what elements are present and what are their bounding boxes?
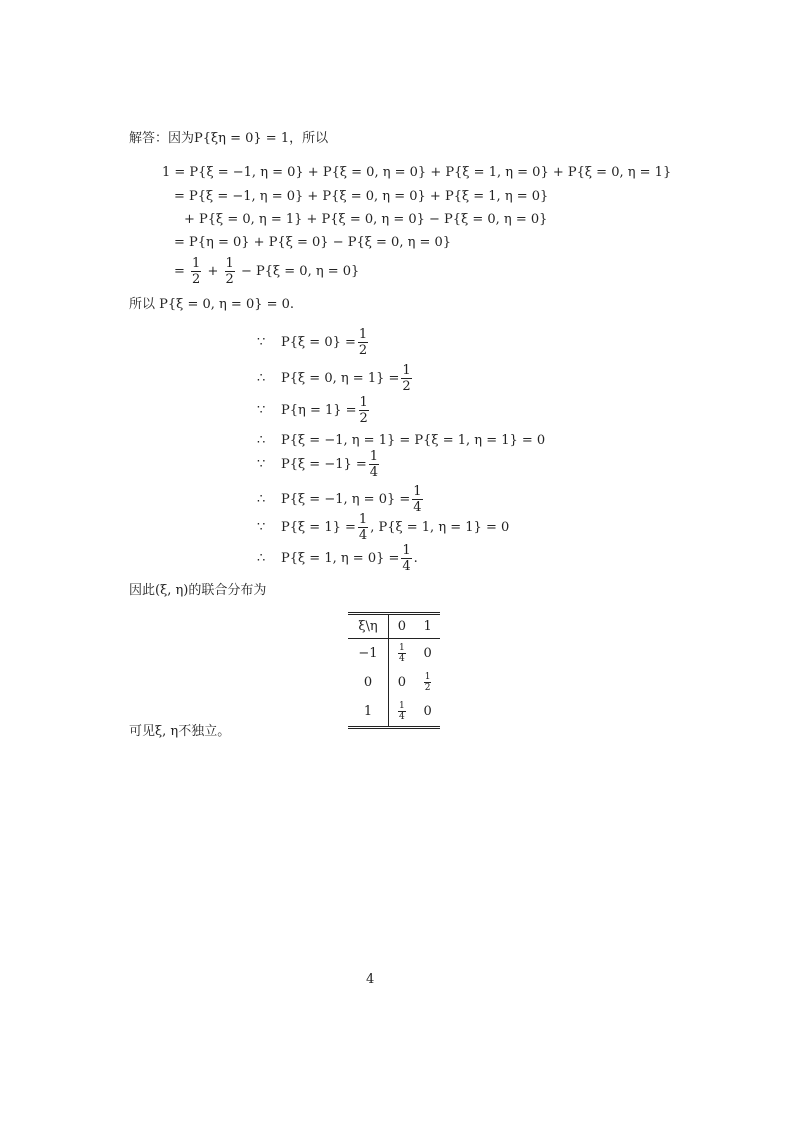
table-cell: 0: [397, 675, 406, 690]
reasoning-step: [257, 542, 418, 576]
table-cell: 0: [423, 704, 432, 719]
table-row-label: −1: [348, 639, 389, 669]
final-conclusion-text: 可见ξ, η不独立。: [129, 724, 231, 739]
step-fraction: [359, 395, 369, 426]
because-symbol: ∵: [257, 403, 266, 418]
fraction-numerator: 1: [192, 256, 201, 271]
because-symbol: ∵: [257, 335, 266, 350]
derivation-line-5-lead: =: [174, 264, 185, 279]
fraction-denominator: 2: [358, 343, 368, 358]
derivation-line-2: = P{ξ = −1, η = 0} + P{ξ = 0, η = 0} + P{ξ = 1, η = 0}: [174, 189, 549, 204]
fraction-numerator: 1: [225, 256, 234, 271]
step-expression: P{ξ = 0, η = 1} =: [281, 371, 400, 386]
table-header-cell: ξ\η: [348, 614, 389, 639]
reasoning-step: [257, 448, 381, 482]
table-header-cell: 1: [415, 614, 441, 639]
step-fraction: [358, 512, 368, 543]
fraction-denominator: 4: [413, 500, 422, 515]
because-symbol: ∵: [257, 457, 266, 472]
fraction-numerator: 1: [358, 512, 368, 527]
reasoning-step: [257, 394, 371, 428]
therefore-symbol: ∴: [257, 371, 266, 386]
reasoning-step: [257, 362, 414, 396]
table-intro-text: 因此(ξ, η)的联合分布为: [129, 583, 267, 598]
therefore-symbol: ∴: [257, 551, 266, 566]
derivation-line-5-plus: +: [207, 264, 219, 279]
derivation-line-4: = P{η = 0} + P{ξ = 0} − P{ξ = 0, η = 0}: [174, 235, 452, 250]
fraction-numerator: 1: [369, 449, 379, 464]
step-fraction: [369, 449, 379, 480]
cell-fraction: [424, 672, 432, 693]
conclusion-text: 所以 P{ξ = 0, η = 0} = 0.: [129, 297, 295, 312]
table-cell: [389, 639, 415, 669]
step-expression: P{η = 1} =: [281, 403, 357, 418]
cell-fraction: [398, 643, 406, 664]
step-expression-tail: , P{ξ = 1, η = 1} = 0: [370, 520, 510, 535]
table-row: [348, 668, 440, 697]
step-expression: P{ξ = −1} =: [281, 457, 367, 472]
table-row-label: 0: [348, 668, 389, 697]
table-cell: [389, 697, 415, 728]
step-expression-tail: .: [413, 551, 418, 566]
fraction-denominator: 4: [358, 528, 368, 543]
fraction-one-half: [191, 256, 201, 287]
fraction-numerator: 1: [399, 643, 405, 653]
table-row-label: 1: [348, 697, 389, 728]
step-expression: P{ξ = −1, η = 1} = P{ξ = 1, η = 1} = 0: [281, 433, 546, 448]
table-header-cell: 0: [389, 614, 415, 639]
fraction-one-half: [225, 256, 235, 287]
fraction-denominator: 2: [192, 272, 201, 287]
joint-distribution-table: [348, 612, 440, 729]
fraction-denominator: 2: [225, 272, 234, 287]
because-symbol: ∵: [257, 520, 266, 535]
fraction-denominator: 4: [399, 654, 405, 664]
table-row: [348, 697, 440, 728]
step-expression: P{ξ = −1, η = 0} =: [281, 492, 411, 507]
table-cell: 0: [423, 646, 432, 661]
fraction-denominator: 4: [402, 559, 411, 574]
step-expression: P{ξ = 0} =: [281, 335, 356, 350]
derivation-line-5-tail: − P{ξ = 0, η = 0}: [240, 264, 360, 279]
fraction-denominator: 2: [402, 379, 411, 394]
page-number: 4: [366, 972, 375, 987]
table-header-row: [348, 614, 440, 639]
intro-text: 解答：因为P{ξη = 0} = 1，所以: [129, 131, 329, 146]
fraction-denominator: 2: [359, 411, 368, 426]
reasoning-step: [257, 511, 509, 545]
derivation-line-1: 1 = P{ξ = −1, η = 0} + P{ξ = 0, η = 0} + P{ξ = 1, η = 0} + P{ξ = 0, η = 1}: [162, 165, 672, 180]
fraction-numerator: 1: [402, 543, 411, 558]
fraction-denominator: 4: [369, 465, 379, 480]
reasoning-step: [257, 326, 370, 360]
fraction-numerator: 1: [399, 701, 405, 711]
fraction-numerator: 1: [358, 327, 368, 342]
fraction-numerator: 1: [413, 484, 422, 499]
fraction-numerator: 1: [359, 395, 368, 410]
table-cell: [415, 668, 441, 697]
fraction-denominator: 2: [424, 683, 431, 693]
step-fraction: [401, 543, 411, 574]
table-row: [348, 639, 440, 669]
derivation-line-5: [174, 255, 359, 289]
fraction-numerator: 1: [402, 363, 411, 378]
therefore-symbol: ∴: [257, 492, 266, 507]
step-expression: P{ξ = 1} =: [281, 520, 356, 535]
step-expression: P{ξ = 1, η = 0} =: [281, 551, 400, 566]
step-fraction: [358, 327, 368, 358]
cell-fraction: [398, 701, 406, 722]
therefore-symbol: ∴: [257, 433, 266, 448]
derivation-line-3: + P{ξ = 0, η = 1} + P{ξ = 0, η = 0} − P{ξ = 0, η = 0}: [184, 212, 548, 227]
step-fraction: [401, 363, 411, 394]
fraction-numerator: 1: [424, 672, 431, 682]
fraction-denominator: 4: [399, 712, 405, 722]
